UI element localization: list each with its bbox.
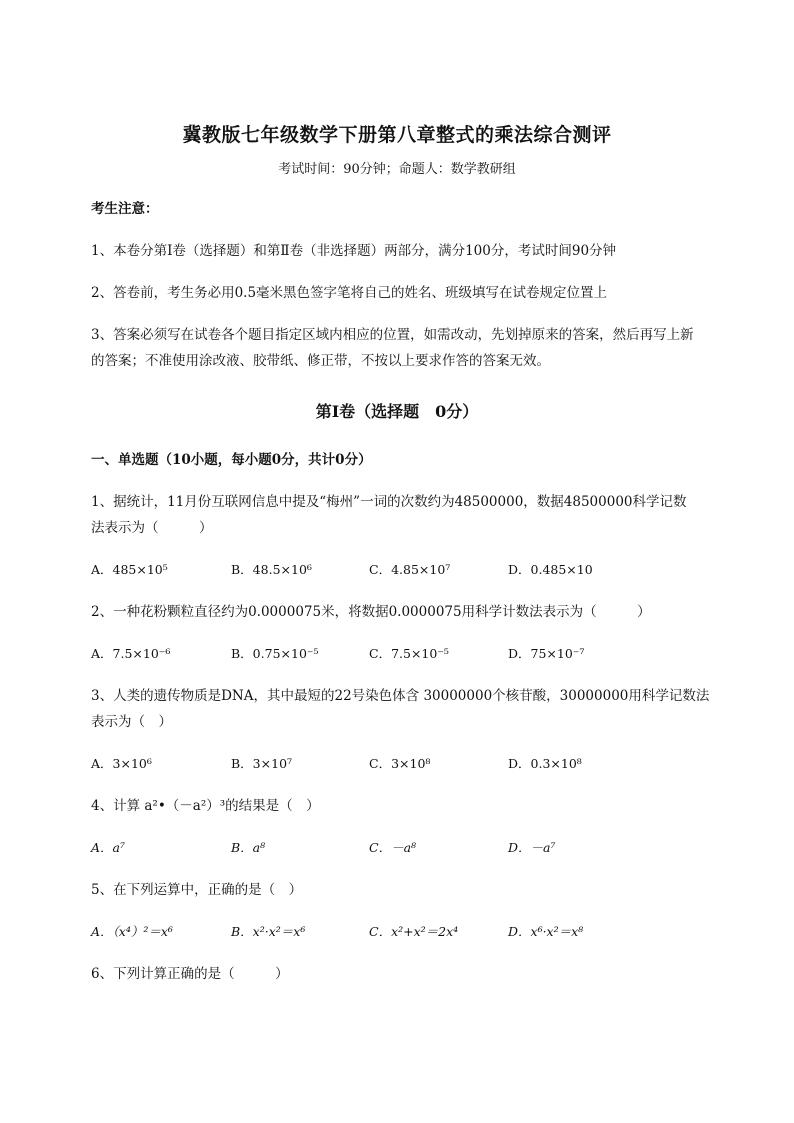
section-title: 第I卷（选择题 0分） — [315, 402, 479, 421]
notice-item-2: 2、答卷前，考生务必用0.5毫米黑色签字笔将自己的姓名、班级填写在试卷规定位置上 — [91, 285, 608, 301]
option-d: D．x⁶·x²＝x⁸ — [508, 924, 584, 939]
option-b: B．0.75×10⁻⁵ — [231, 646, 319, 661]
notice-item-3: 3、答案必须写在试卷各个题目指定区域内相应的位置，如需改动，先划掉原来的答案，然后再写上新 — [91, 327, 694, 343]
question-1-options — [91, 557, 711, 583]
option-d: D．75×10⁻⁷ — [508, 646, 585, 661]
option-c: C．－a⁸ — [369, 840, 417, 855]
notice-item-1: 1、本卷分第I卷（选择题）和第Ⅱ卷（非选择题）两部分，满分100分，考试时间90分钟 — [91, 243, 617, 259]
option-d: D．0.485×10 — [508, 562, 593, 577]
exam-subtitle: 考试时间：90分钟；命题人：数学教研组 — [278, 162, 516, 177]
option-b: B．x²·x²＝x⁶ — [231, 924, 306, 939]
option-c: C．4.85×10⁷ — [369, 562, 451, 577]
notice-item-3-cont: 的答案；不准使用涂改液、胶带纸、修正带，不按以上要求作答的答案无效。 — [91, 353, 550, 369]
option-d: D．－a⁷ — [508, 840, 556, 855]
question-5-line-1: 5、在下列运算中，正确的是（ ） — [91, 882, 303, 898]
question-6-line-1: 6、下列计算正确的是（ ） — [91, 966, 289, 982]
option-c: C．3×10⁸ — [369, 756, 431, 771]
option-b: B．3×10⁷ — [231, 756, 293, 771]
option-c: C．x²+x²＝2x⁴ — [369, 924, 459, 939]
question-4-line-1: 4、计算 a²•（－a²）³的结果是（ ） — [91, 798, 320, 814]
option-b: B．a⁸ — [231, 840, 266, 855]
option-b: B．48.5×10⁶ — [231, 562, 312, 577]
notice-heading: 考生注意： — [91, 201, 159, 217]
question-1-line-2: 法表示为（ ） — [91, 520, 213, 536]
option-a: A．7.5×10⁻⁶ — [91, 646, 171, 661]
option-a: A．485×10⁵ — [91, 562, 168, 577]
option-c: C．7.5×10⁻⁵ — [369, 646, 449, 661]
question-2-options — [91, 641, 711, 667]
question-2-line-1: 2、一种花粉颗粒直径约为0.0000075米，将数据0.0000075用科学计数法表示为（ ） — [91, 604, 651, 620]
exam-title: 冀教版七年级数学下册第八章整式的乘法综合测评 — [182, 124, 612, 146]
question-3-options — [91, 751, 711, 777]
question-4-options — [91, 835, 711, 861]
question-5-options — [91, 919, 711, 945]
question-3-line-1: 3、人类的遗传物质是DNA，其中最短的22号染色体含 30000000个核苷酸，30000000用科学记数法 — [91, 688, 710, 704]
option-a: A．a⁷ — [91, 840, 125, 855]
question-3-line-2: 表示为（ ） — [91, 714, 172, 730]
option-d: D．0.3×10⁸ — [508, 756, 582, 771]
part-heading: 一、单选题（10小题，每小题0分，共计0分） — [91, 452, 372, 468]
question-1-line-1: 1、据统计，11月份互联网信息中提及“梅州”一词的次数约为48500000，数据48500000科学记数 — [91, 494, 687, 510]
option-a: A．（x⁴）²＝x⁶ — [91, 924, 173, 939]
option-a: A．3×10⁶ — [91, 756, 152, 771]
